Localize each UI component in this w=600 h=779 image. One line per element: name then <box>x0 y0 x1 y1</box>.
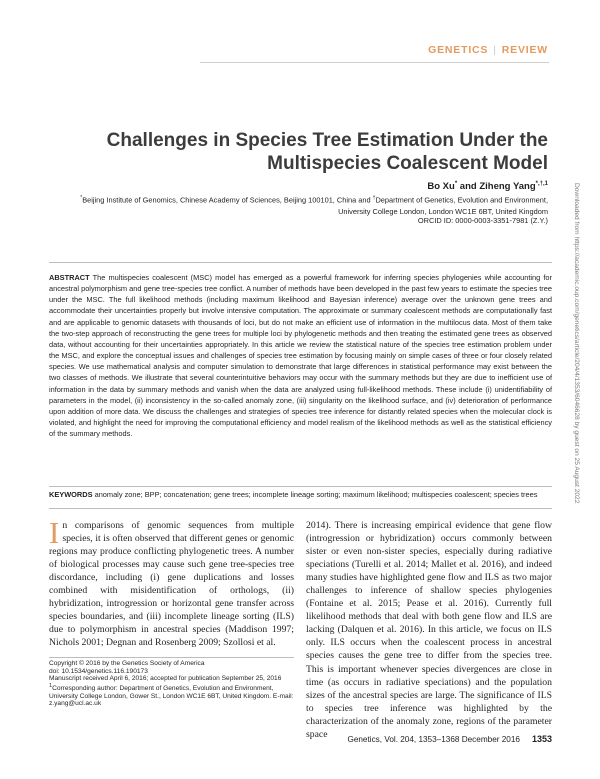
page-footer <box>347 734 552 744</box>
page-number: 1353 <box>531 734 552 744</box>
affiliation-text: Beijing Institute of Genomics, Chinese Academy of Sciences, Beijing 100101, China and <box>82 195 373 205</box>
article-type: REVIEW <box>501 44 548 56</box>
corresponding-author: $^1$Corresponding author: Department of Genetics, Evolution and Environment, University College London, Gower St., London WC1E 6BT, United Kingdom. E-mail: z.yang@ucl.ac.uk <box>49 682 294 708</box>
orcid-id: ORCID ID: 0000-0003-3351-7981 (Z.Y.) <box>417 216 548 225</box>
author-conjunction: and <box>457 181 480 193</box>
header-separator: | <box>493 44 497 56</box>
drop-cap: I <box>49 515 60 550</box>
affiliation-marker: * <box>80 195 83 201</box>
journal-name: GENETICS <box>428 44 489 56</box>
keywords-label: KEYWORDS <box>49 490 93 499</box>
keywords-bottom-rule <box>49 508 552 509</box>
download-watermark: Downloaded from https://academic.oup.com/genetics/article/204/4/1353/6046628 by guest on 25 August 2022 <box>573 183 580 504</box>
keywords-text: anomaly zone; BPP; concatenation; gene trees; incomplete lineage sorting; maximum likelihood; multispecies coalescent; species trees <box>92 490 538 499</box>
footnotes <box>49 660 294 708</box>
keywords <box>49 490 552 499</box>
abstract-top-rule <box>49 262 552 263</box>
affiliations <box>78 193 548 217</box>
footnote-rule <box>49 657 294 658</box>
doi-link[interactable]: doi: 10.1534/genetics.116.190173 <box>49 667 148 675</box>
body-column-right <box>306 519 552 741</box>
author-marker: * <box>454 181 458 187</box>
body-text: n comparisons of genomic sequences from multiple species, it is often observed that different genes or genomic regions may produce conflicting phylogenetic trees. A number of biological processes may cause such gene tree-species tree discordance, including (i) gene duplications and losses combined with misidentification of orthologs, (ii) hybridization, introgression or horizontal gene transfer across species boundaries, and (iii) incomplete lineage sorting (ILS) due to polymorphism in ancestral species (Maddison 1997; Nichols 2001; Degnan and Rosenberg 2009; Szollosi et al. <box>49 520 294 649</box>
author-name: Ziheng Yang <box>479 181 536 193</box>
affiliation-text: Department of Genetics, Evolution and Environment, University College London, London WC1E 6BT, United Kingdom <box>338 195 548 216</box>
journal-citation: Genetics, Vol. 204, 1353–1368 December 2016 <box>347 735 520 744</box>
footnote-marker: 1 <box>49 682 53 689</box>
author-name: Bo Xu <box>427 181 455 193</box>
journal-section-tag <box>428 44 548 56</box>
abstract <box>49 272 552 439</box>
author-list <box>427 181 548 192</box>
body-column-left <box>49 515 294 649</box>
article-title: Challenges in Species Tree Estimation Under the Multispecies Coalescent Model <box>106 130 548 174</box>
abstract-text: The multispecies coalescent (MSC) model has emerged as a powerful framework for inferring species phylogenies while accounting for ancestral polymorphism and gene tree-species tree conflict. A number of methods have been developed in the past few years to estimate the species tree under the MSC. The full likelihood methods (including maximum likelihood and Bayesian inference) average over the unknown gene trees and accommodate their uncertainties properly but involve intensive computation. The approximate or summary coalescent methods are computationally fast and are applicable to genomic datasets with thousands of loci, but do not make an efficient use of information in the multilocus data. Most of them take the two-step approach of reconstructing the gene trees for multiple loci by phylogenetic methods and then treating the estimated gene trees as observed data, without accounting for their uncertainties appropriately. In this article we review the statistical nature of the species tree estimation problem under the MSC, and explore the conceptual issues and challenges of species tree estimation by focusing mainly on simple cases of three or four closely related species. We use mathematical analysis and computer simulation to demonstrate that large differences in statistical performance may exist between the two classes of methods. We illustrate that several counterintuitive behaviors may occur with the summary methods but they are due to inefficient use of information in the data by summary methods and vanish when the data are analyzed using full-likelihood methods. These include (i) unidentifiability of parameters in the model, (ii) inconsistency in the so-called anomaly zone, (iii) singularity on the likelihood surface, and (iv) deterioration of performance upon addition of more data. We discuss the challenges and strategies of species tree inference for distantly related species when the molecular clock is violated, and highlight the need for improving the computational efficiency and model realism of the likelihood methods as well as the statistical efficiency of the summary methods. <box>49 273 552 439</box>
abstract-bottom-rule <box>49 486 552 487</box>
abstract-label: ABSTRACT <box>49 273 90 282</box>
manuscript-dates: Manuscript received April 6, 2016; accepted for publication September 25, 2016 <box>49 675 282 683</box>
author-marker: *,†,1 <box>535 181 548 187</box>
body-text: 2014). There is increasing empirical evidence that gene flow (introgression or hybridization) occurs commonly between sister or even non-sister species, especially during radiative speciations (Turelli et al. 2014; Mallet et al. 2016), and indeed many studies have highlighted gene flow and ILS as two major challenges to inference of shallow species phylogenies (Fontaine et al. 2015; Pease et al. 2016). Currently full likelihood methods that deal with both gene flow and ILS are lacking (Dalquen et al. 2016). In this article, we focus on ILS only. ILS occurs when the coalescent process in ancestral species causes the gene tree to differ from the species tree. This is important whenever species divergences are close in time (as occurs in radiative speciations) and the population sizes of the ancestral species are large. The significance of ILS to species tree inference was highlighted by the characterization of the anomaly zone, regions of the parameter space <box>306 520 552 740</box>
header-divider <box>200 62 549 63</box>
affiliation-marker: † <box>372 195 376 201</box>
copyright-line: Copyright © 2016 by the Genetics Society of America <box>49 660 205 667</box>
